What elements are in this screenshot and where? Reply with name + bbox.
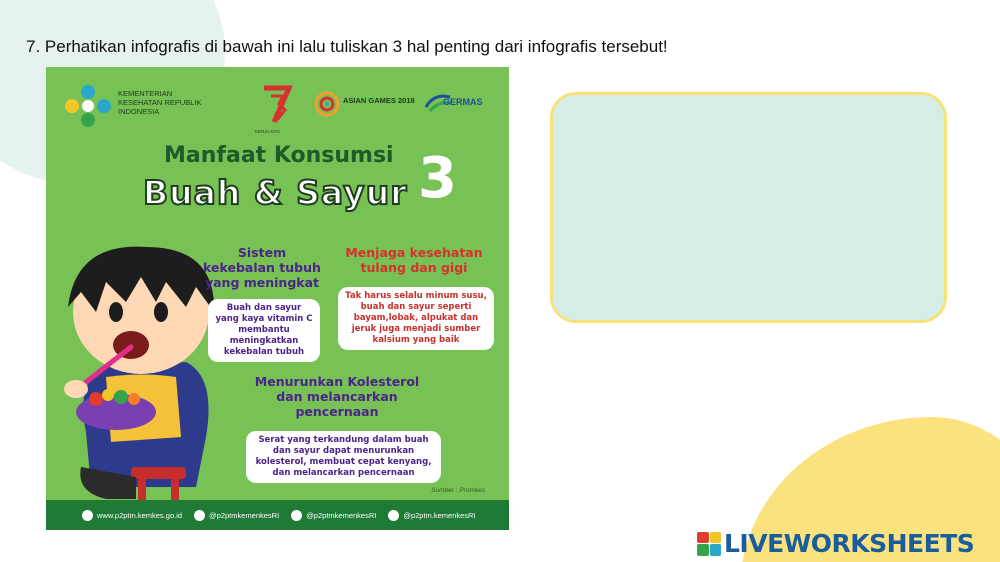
source-note: Sumber : Promkes — [431, 487, 485, 494]
kemenkes-org-name: KEMENTERIAN KESEHATAN REPUBLIK INDONESIA — [118, 89, 202, 116]
twitter-icon — [291, 510, 302, 521]
answer-text-box[interactable] — [550, 92, 947, 323]
liveworksheets-wordmark: LIVEWORKSHEETS — [724, 529, 975, 558]
infographic-footer — [46, 500, 509, 530]
liveworksheets-brand — [697, 529, 974, 558]
infographic-title-line1: Manfaat Konsumsi — [164, 143, 394, 168]
facebook-icon — [194, 510, 205, 521]
footer-instagram: @p2ptm.kemenkesRI — [388, 510, 475, 521]
infographic-image — [46, 67, 509, 530]
asian-games-label: ASIAN GAMES 2018 — [343, 96, 415, 105]
anniversary-tagline: KERJA KITA — [255, 129, 281, 134]
infographic-title-number: 3 — [418, 146, 457, 211]
benefit-3-heading: Menurunkan Kolesterol dan melancarkan pencernaan — [254, 374, 420, 419]
footer-website: www.p2ptm.kemkes.go.id — [82, 510, 182, 521]
liveworksheets-logo-icon — [697, 532, 721, 556]
question-text: 7. Perhatikan infografis di bawah ini lalu tuliskan 3 hal penting dari infografis tersebut! — [26, 37, 668, 56]
indonesia-73-logo-icon — [261, 84, 293, 126]
globe-icon — [82, 510, 93, 521]
benefit-1-detail: Buah dan sayur yang kaya vitamin C membantu meningkatkan kekebalan tubuh — [208, 299, 320, 362]
germas-label: GERMAS — [443, 97, 483, 107]
benefit-1-heading: Sistem kekebalan tubuh yang meningkat — [203, 245, 321, 290]
asian-games-logo-icon — [314, 91, 340, 117]
footer-facebook: @p2ptmkemenkesRI — [194, 510, 279, 521]
benefit-3-detail: Serat yang terkandung dalam buah dan sayur dapat menurunkan kolesterol, membuat cepat kenyang, dan melancarkan pencernaan — [246, 431, 441, 483]
instagram-icon — [388, 510, 399, 521]
kemenkes-logo-icon — [64, 84, 112, 128]
benefit-2-heading: Menjaga kesehatan tulang dan gigi — [345, 245, 483, 275]
footer-twitter: @p2ptmkemenkesRI — [291, 510, 376, 521]
benefit-2-detail: Tak harus selalu minum susu, buah dan sayur seperti bayam,lobak, alpukat dan jeruk juga menjadi sumber kalsium yang baik — [338, 287, 494, 350]
infographic-title-line2: Buah & Sayur — [143, 173, 408, 212]
